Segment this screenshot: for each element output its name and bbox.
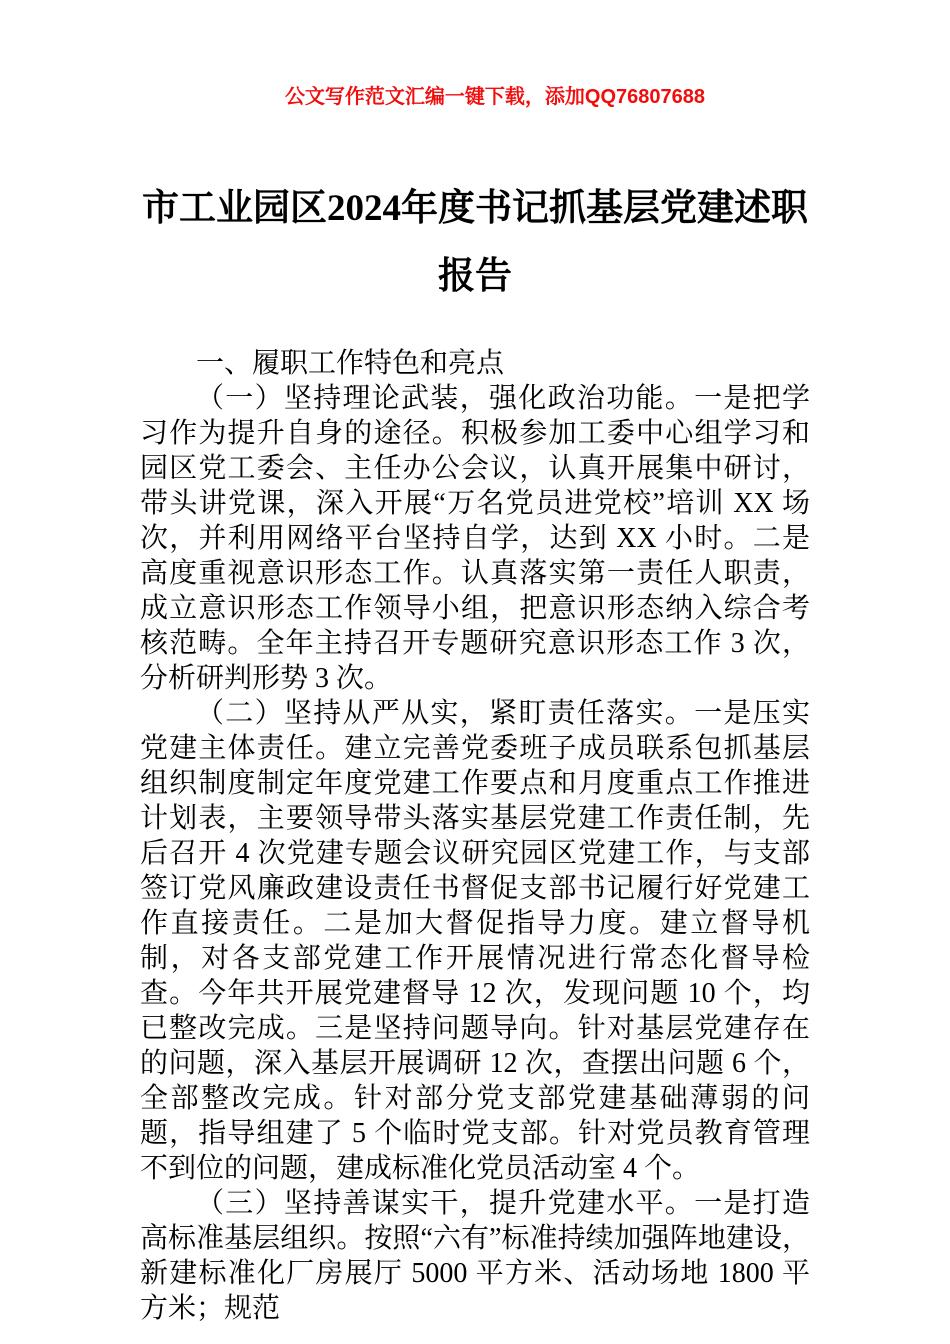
body-paragraph: （三）坚持善谋实干，提升党建水平。一是打造高标准基层组织。按照“六有”标准持续加强阵地建设，新建标准化厂房展厅 5000 平方米、活动场地 1800 平方米；规范	[140, 1188, 810, 1324]
body-paragraph: （一）坚持理论武装，强化政治功能。一是把学习作为提升自身的途径。积极参加工委中心组学习和园区党工委会、主任办公会议，认真开展集中研讨，带头讲党课，深入开展“万名党员进党校”培训 XX 场次，并利用网络平台坚持自学，达到 XX 小时。二是高度重视意识形态工作。认真落实第一责任人职责，成立意识形态工作领导小组，把意识形态纳入综合考核范畴。全年主持召开专题研究意识形态工作 3 次，分析研判形势 3 次。	[140, 383, 810, 694]
document-body	[140, 346, 810, 1326]
title-line-2: 报告	[438, 256, 512, 297]
body-paragraph: （二）坚持从严从实，紧盯责任落实。一是压实党建主体责任。建立完善党委班子成员联系包抓基层组织制度制定年度党建工作要点和月度重点工作推进计划表，主要领导带头落实基层党建工作责任制，先后召开 4 次党建专题会议研究园区党建工作，与支部签订党风廉政建设责任书督促支部书记履行好党建工作直接责任。二是加大督促指导力度。建立督导机制，对各支部党建工作开展情况进行常态化督导检查。今年共开展党建督导 12 次，发现问题 10 个，均已整改完成。三是坚持问题导向。针对基层党建存在的问题，深入基层开展调研 12 次，查摆出问题 6 个，全部整改完成。针对部分党支部党建基础薄弱的问题，指导组建了 5 个临时党支部。针对党员教育管理不到位的问题，建成标准化党员活动室 4 个。	[140, 698, 810, 1184]
document-title	[140, 175, 810, 311]
promo-notice: 公文写作范文汇编一键下载，添加QQ76807688	[284, 86, 706, 108]
section-heading: 一、履职工作特色和亮点	[196, 348, 505, 379]
title-line-1: 市工业园区2024年度书记抓基层党建述职	[142, 188, 808, 229]
